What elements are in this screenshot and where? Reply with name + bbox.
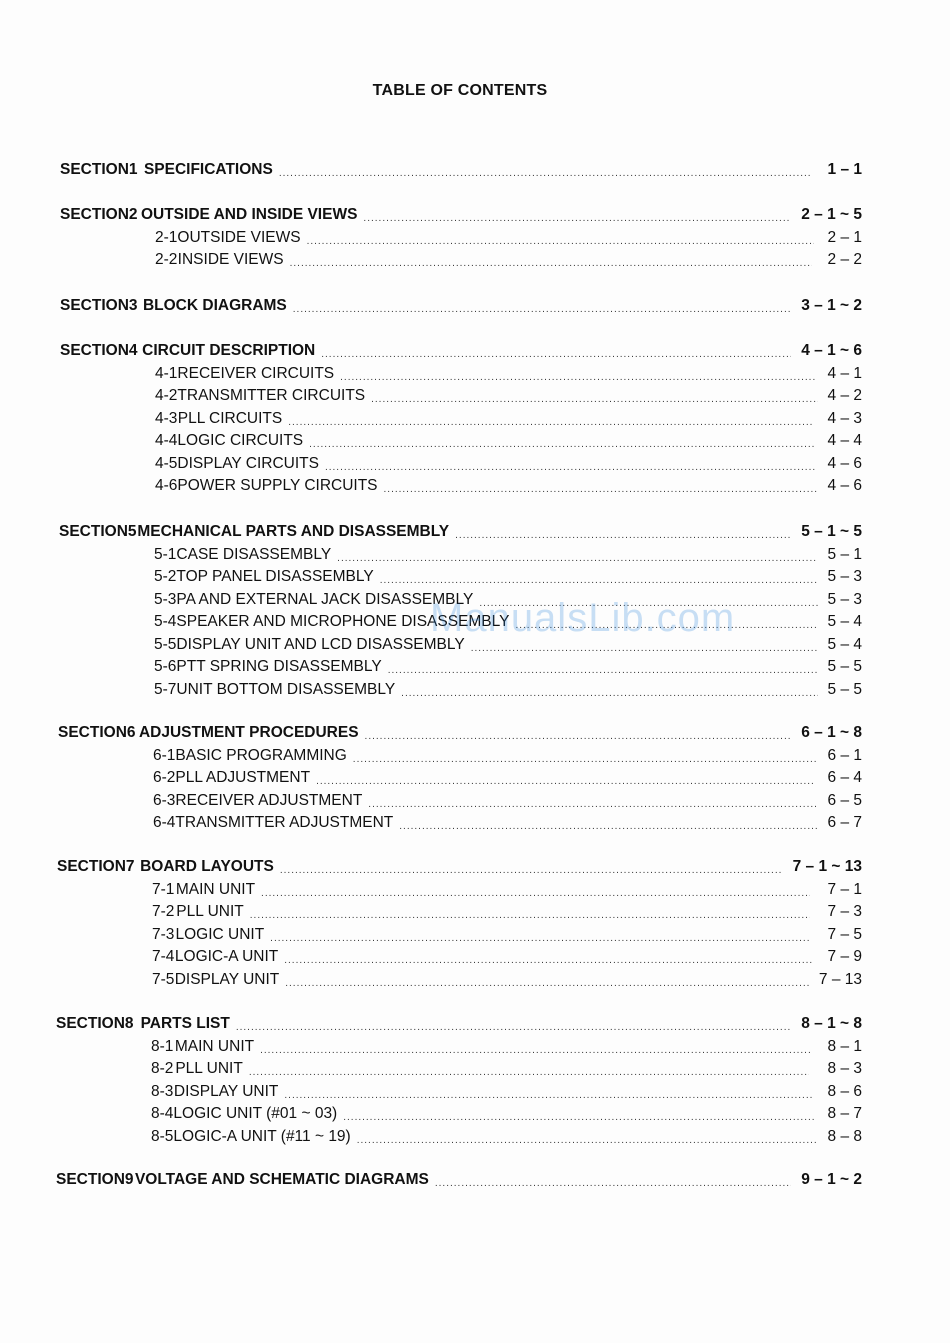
- subsection-entry[interactable]: [153, 792, 862, 810]
- subsection-entry[interactable]: [155, 387, 862, 405]
- dot-leader: [270, 928, 811, 944]
- subsection-number: 2-2: [155, 251, 178, 268]
- subsection-entry[interactable]: [151, 1128, 862, 1146]
- subsection-number: 5-4: [154, 613, 177, 630]
- subsection-number: 5-3: [154, 590, 177, 608]
- dot-leader: [250, 905, 810, 921]
- page-number: 8 – 1: [827, 1037, 862, 1055]
- subsection-number: 4-4: [155, 432, 178, 449]
- page-number: 5 – 3: [827, 568, 862, 585]
- subsection-number: 8-1: [151, 1037, 174, 1055]
- subsection-number: 4-6: [155, 477, 178, 494]
- page-number: 7 – 9: [827, 948, 862, 965]
- subsection-title: BASIC PROGRAMMING: [175, 746, 347, 764]
- dot-leader: [279, 163, 812, 179]
- page-range: 5 – 1 ~ 5: [801, 523, 862, 540]
- dot-leader: [260, 1040, 810, 1056]
- subsection-title: INSIDE VIEWS: [177, 251, 284, 268]
- section-number: 1: [128, 161, 138, 178]
- subsection-title: CASE DISASSEMBLY: [176, 545, 332, 563]
- subsection-title: TRANSMITTER CIRCUITS: [177, 387, 366, 404]
- page-number: 4 – 6: [827, 454, 862, 472]
- page-number: 8 – 3: [827, 1060, 862, 1077]
- dot-leader: [357, 1130, 817, 1146]
- subsection-title: LOGIC-A UNIT: [174, 948, 279, 965]
- section-title: PARTS LIST: [140, 1015, 230, 1032]
- section-title: SPECIFICATIONS: [143, 161, 273, 178]
- subsection-number: 4-3: [155, 409, 178, 427]
- section-number: 6: [126, 724, 136, 741]
- subsection-number: 5-1: [154, 545, 177, 563]
- subsection-number: 7-3: [152, 925, 175, 943]
- subsection-entry[interactable]: [153, 769, 862, 787]
- dot-leader: [309, 434, 814, 450]
- dot-leader: [337, 548, 816, 564]
- page-number: 5 – 5: [827, 680, 862, 698]
- subsection-number: 7-5: [152, 970, 175, 988]
- subsection-title: OUTSIDE VIEWS: [177, 228, 301, 246]
- subsection-entry[interactable]: [152, 903, 862, 921]
- section-word: SECTION: [60, 206, 129, 223]
- section-number: 3: [128, 297, 138, 314]
- dot-leader: [371, 389, 817, 405]
- page-number: 2 – 1: [827, 228, 862, 246]
- dot-leader: [321, 344, 791, 360]
- dot-leader: [365, 726, 792, 742]
- subsection-entry[interactable]: [155, 251, 862, 269]
- subsection-number: 7-2: [152, 903, 175, 920]
- subsection-title: UNIT BOTTOM DISASSEMBLY: [176, 680, 396, 698]
- dot-leader: [285, 973, 809, 989]
- page-number: 5 – 5: [827, 658, 862, 675]
- section-word: SECTION: [57, 858, 126, 875]
- subsection-entry[interactable]: [151, 1060, 862, 1078]
- dot-leader: [316, 771, 814, 787]
- dot-leader: [249, 1062, 810, 1078]
- subsection-number: 6-2: [153, 769, 176, 786]
- subsection-title: TRANSMITTER ADJUSTMENT: [175, 814, 394, 831]
- subsection-entry[interactable]: [155, 410, 862, 428]
- subsection-number: 7-1: [152, 880, 175, 898]
- subsection-number: 5-2: [154, 568, 177, 585]
- subsection-number: 5-5: [154, 635, 177, 653]
- section-entry[interactable]: [60, 342, 862, 360]
- page-number: 4 – 6: [827, 477, 862, 494]
- page-range: 8 – 1 ~ 8: [801, 1015, 862, 1032]
- subsection-entry[interactable]: [152, 926, 862, 944]
- page-number: 4 – 2: [827, 387, 862, 404]
- section-word: SECTION: [58, 724, 127, 741]
- dot-leader: [236, 1017, 791, 1033]
- section-number: 2: [128, 206, 138, 223]
- subsection-number: 6-3: [153, 791, 176, 809]
- subsection-number: 8-2: [151, 1060, 174, 1077]
- page-number: 8 – 7: [827, 1105, 862, 1122]
- section-number: 5: [127, 523, 137, 540]
- subsection-title: PLL UNIT: [176, 903, 244, 920]
- subsection-number: 8-3: [151, 1082, 174, 1100]
- page-range: 2 – 1 ~ 5: [801, 206, 862, 223]
- dot-leader: [284, 950, 812, 966]
- subsection-title: LOGIC CIRCUITS: [177, 432, 304, 449]
- dot-leader: [388, 660, 818, 676]
- subsection-entry[interactable]: [152, 881, 862, 899]
- dot-leader: [284, 1085, 812, 1101]
- subsection-title: PLL UNIT: [175, 1060, 243, 1077]
- subsection-title: DISPLAY UNIT: [173, 1082, 279, 1100]
- page-range: 3 – 1 ~ 2: [801, 297, 862, 314]
- dot-leader: [399, 816, 817, 832]
- section-title: BLOCK DIAGRAMS: [142, 297, 287, 314]
- subsection-title: DISPLAY UNIT: [174, 970, 280, 988]
- subsection-title: LOGIC UNIT: [175, 925, 265, 943]
- page-number: 4 – 4: [827, 432, 862, 449]
- subsection-title: MAIN UNIT: [174, 1037, 255, 1055]
- subsection-entry[interactable]: [153, 814, 862, 832]
- subsection-entry[interactable]: [155, 455, 862, 473]
- subsection-entry[interactable]: [154, 568, 862, 586]
- page-number: 4 – 3: [827, 409, 862, 427]
- section-word: SECTION: [56, 1171, 125, 1188]
- subsection-entry[interactable]: [154, 658, 862, 676]
- page-number: 6 – 4: [827, 769, 862, 786]
- section-entry[interactable]: [60, 206, 862, 224]
- section-number: 9: [124, 1171, 134, 1188]
- page-number: 5 – 4: [827, 613, 862, 630]
- dot-leader: [368, 794, 817, 810]
- subsection-number: 4-2: [155, 387, 178, 404]
- subsection-title: PTT SPRING DISASSEMBLY: [176, 658, 382, 675]
- dot-leader: [261, 883, 810, 899]
- section-word: SECTION: [60, 161, 129, 178]
- subsection-entry[interactable]: [153, 747, 862, 765]
- section-title: CIRCUIT DESCRIPTION: [142, 342, 316, 359]
- subsection-title: LOGIC-A UNIT (#11 ~ 19): [173, 1127, 351, 1145]
- subsection-entry[interactable]: [155, 229, 862, 247]
- section-word: SECTION: [56, 1015, 125, 1032]
- page-range: 4 – 1 ~ 6: [801, 342, 862, 359]
- dot-leader: [290, 253, 813, 269]
- section-title: BOARD LAYOUTS: [140, 858, 274, 875]
- subsection-title: PA AND EXTERNAL JACK DISASSEMBLY: [176, 590, 474, 608]
- subsection-number: 8-5: [151, 1127, 174, 1145]
- section-entry[interactable]: [57, 858, 862, 876]
- dot-leader: [435, 1173, 791, 1189]
- subsection-entry[interactable]: [154, 546, 862, 564]
- subsection-number: 6-1: [153, 746, 176, 764]
- page-number: 7 – 3: [827, 903, 862, 920]
- subsection-title: LOGIC UNIT (#01 ~ 03): [173, 1105, 338, 1122]
- dot-leader: [340, 367, 816, 383]
- page-number: 2 – 2: [827, 251, 862, 268]
- dot-leader: [343, 1107, 816, 1123]
- page-number: 8 – 6: [827, 1082, 863, 1100]
- subsection-number: 5-6: [154, 658, 177, 675]
- section-entry[interactable]: [56, 1015, 862, 1033]
- subsection-entry[interactable]: [151, 1038, 862, 1056]
- page-number: 7 – 5: [827, 925, 863, 943]
- subsection-title: PLL CIRCUITS: [177, 409, 283, 427]
- subsection-title: POWER SUPPLY CIRCUITS: [177, 477, 378, 494]
- page-number: 6 – 7: [827, 814, 862, 831]
- subsection-title: DISPLAY CIRCUITS: [177, 454, 319, 472]
- subsection-title: MAIN UNIT: [175, 880, 256, 898]
- page-range: 7 – 1 ~ 13: [792, 858, 862, 875]
- page-range: 6 – 1 ~ 8: [801, 724, 862, 741]
- subsection-entry[interactable]: [155, 365, 862, 383]
- subsection-title: RECEIVER ADJUSTMENT: [175, 791, 363, 809]
- page-number: 7 – 1: [827, 880, 862, 898]
- dot-leader: [288, 412, 812, 428]
- subsection-number: 7-4: [152, 948, 175, 965]
- section-number: 8: [124, 1015, 134, 1032]
- subsection-title: PLL ADJUSTMENT: [175, 769, 311, 786]
- section-entry[interactable]: [60, 297, 862, 315]
- subsection-entry[interactable]: [151, 1105, 862, 1123]
- subsection-entry[interactable]: [155, 432, 862, 450]
- page-range: 9 – 1 ~ 2: [801, 1171, 862, 1188]
- page-number: 5 – 1: [827, 545, 862, 563]
- section-number: 7: [125, 858, 135, 875]
- subsection-entry[interactable]: [151, 1083, 862, 1101]
- subsection-number: 6-4: [153, 814, 176, 831]
- section-entry[interactable]: [60, 161, 862, 179]
- subsection-entry[interactable]: [155, 477, 862, 495]
- dot-leader: [455, 525, 791, 541]
- subsection-title: SPEAKER AND MICROPHONE DISASSEMBLY: [176, 613, 510, 630]
- subsection-title: RECEIVER CIRCUITS: [177, 364, 335, 382]
- dot-leader: [384, 479, 818, 495]
- subsection-number: 8-4: [151, 1105, 174, 1122]
- subsection-number: 2-1: [155, 228, 178, 246]
- subsection-title: TOP PANEL DISASSEMBLY: [176, 568, 374, 585]
- page-number: 6 – 1: [827, 746, 862, 764]
- section-entry[interactable]: [59, 523, 862, 541]
- section-title: MECHANICAL PARTS AND DISASSEMBLY: [137, 523, 450, 540]
- section-word: SECTION: [60, 297, 129, 314]
- section-title: VOLTAGE AND SCHEMATIC DIAGRAMS: [134, 1171, 429, 1188]
- subsection-title: DISPLAY UNIT AND LCD DISASSEMBLY: [176, 635, 465, 653]
- page-number: 7 – 13: [818, 970, 862, 988]
- section-title: ADJUSTMENT PROCEDURES: [138, 724, 359, 741]
- subsection-number: 5-7: [154, 680, 177, 698]
- page-number: 5 – 4: [827, 635, 862, 653]
- page-number: 4 – 1: [827, 364, 862, 382]
- section-word: SECTION: [59, 523, 128, 540]
- section-entry[interactable]: [56, 1171, 862, 1189]
- dot-leader: [307, 231, 814, 247]
- page-number: 5 – 3: [827, 590, 862, 608]
- subsection-number: 4-5: [155, 454, 178, 472]
- dot-leader: [293, 299, 791, 315]
- section-word: SECTION: [60, 342, 129, 359]
- dot-leader: [280, 860, 783, 876]
- page-number: 6 – 5: [827, 791, 862, 809]
- section-title: OUTSIDE AND INSIDE VIEWS: [140, 206, 358, 223]
- section-entry[interactable]: [58, 724, 862, 742]
- page-number: 8 – 8: [827, 1127, 862, 1145]
- section-number: 4: [128, 342, 138, 359]
- dot-leader: [363, 208, 791, 224]
- subsection-number: 4-1: [155, 364, 178, 382]
- dot-leader: [380, 570, 818, 586]
- subsection-entry[interactable]: [152, 971, 862, 989]
- dot-leader: [325, 457, 815, 473]
- page-range: 1 – 1: [827, 161, 863, 178]
- watermark: ManualsLib.com: [430, 596, 736, 640]
- dot-leader: [401, 683, 817, 699]
- dot-leader: [353, 749, 817, 765]
- subsection-entry[interactable]: [152, 948, 862, 966]
- subsection-entry[interactable]: [154, 681, 862, 699]
- page-title: TABLE OF CONTENTS: [372, 82, 548, 99]
